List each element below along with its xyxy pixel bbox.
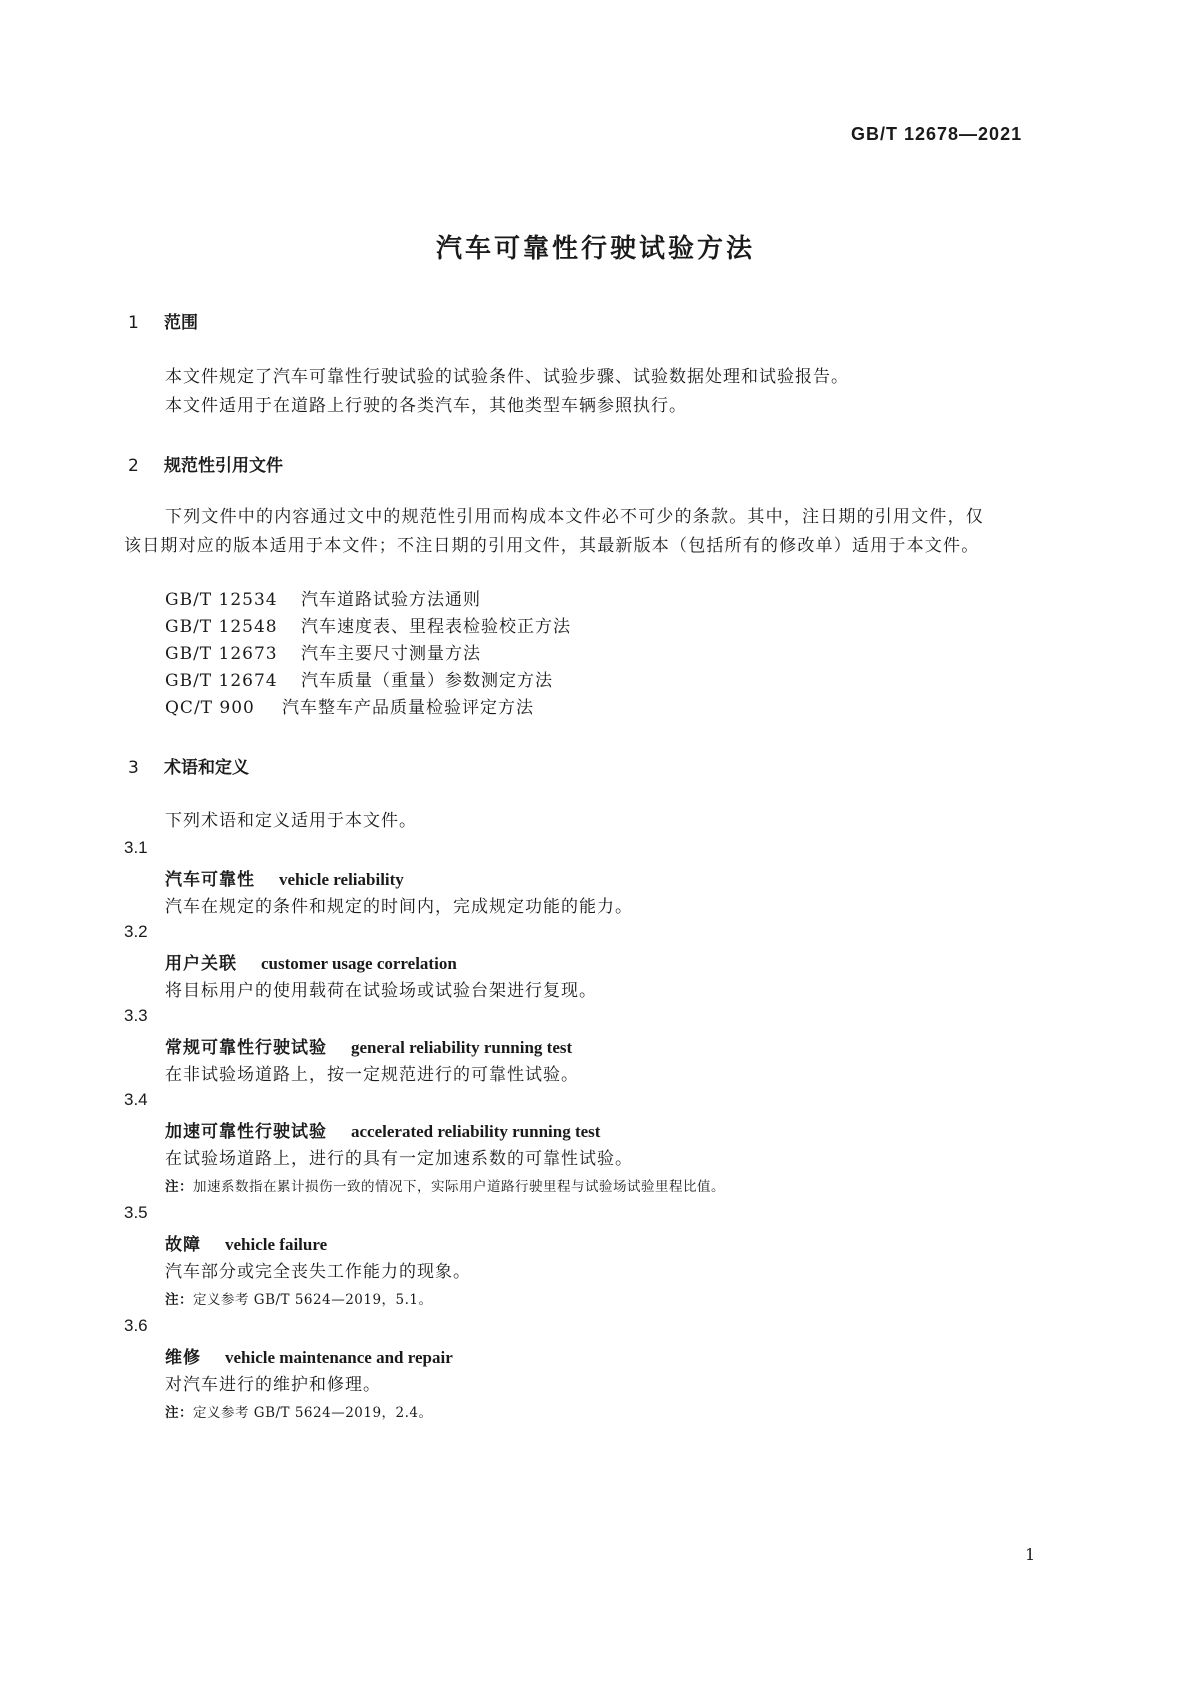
reference-code: GB/T 12673 — [165, 644, 278, 664]
section-title: 术语和定义 — [164, 758, 249, 778]
term-heading — [165, 1117, 600, 1142]
standard-code: GB/T 12678—2021 — [851, 124, 1023, 144]
term-zh: 维修 — [165, 1348, 201, 1368]
page-number: 1 — [1025, 1545, 1036, 1564]
term-en: vehicle failure — [225, 1235, 328, 1254]
section-3-heading — [128, 753, 249, 778]
term-definition: 汽车在规定的条件和规定的时间内，完成规定功能的能力。 — [165, 897, 633, 917]
term-heading — [165, 949, 457, 974]
note-label: 注： — [165, 1179, 193, 1195]
section-number: 1 — [128, 313, 139, 333]
reference-item — [165, 613, 571, 642]
note-text: 定义参考 GB/T 5624—2019，5.1。 — [193, 1292, 433, 1308]
reference-title: 汽车速度表、里程表检验校正方法 — [301, 617, 571, 637]
term-note — [165, 1288, 433, 1308]
term-number: 3.5 — [124, 1203, 148, 1222]
reference-title: 汽车整车产品质量检验评定方法 — [282, 698, 534, 718]
reference-item — [165, 694, 534, 723]
term-number: 3.1 — [124, 838, 148, 857]
reference-item — [165, 667, 553, 696]
section-title: 范围 — [164, 313, 198, 333]
term-zh: 故障 — [165, 1235, 201, 1255]
term-number: 3.3 — [124, 1006, 148, 1025]
reference-item — [165, 640, 481, 669]
term-number: 3.4 — [124, 1090, 148, 1109]
section-1-paragraph-1: 本文件规定了汽车可靠性行驶试验的试验条件、试验步骤、试验数据处理和试验报告。 — [165, 367, 849, 387]
reference-item — [165, 586, 481, 615]
term-zh: 汽车可靠性 — [165, 870, 255, 890]
term-en: customer usage correlation — [261, 954, 457, 973]
section-2-intro: 下列文件中的内容通过文中的规范性引用而构成本文件必不可少的条款。其中，注日期的引用文件，仅该日期对应的版本适用于本文件；不注日期的引用文件，其最新版本（包括所有的修改单）适用于本文件。 — [124, 507, 984, 556]
term-zh: 加速可靠性行驶试验 — [165, 1122, 327, 1142]
reference-code: GB/T 12534 — [165, 590, 278, 610]
section-number: 3 — [128, 758, 139, 778]
section-2-heading — [128, 451, 283, 476]
term-en: vehicle maintenance and repair — [225, 1348, 453, 1367]
reference-title: 汽车主要尺寸测量方法 — [301, 644, 481, 664]
term-heading — [165, 1033, 572, 1058]
section-number: 2 — [128, 456, 139, 476]
term-zh: 常规可靠性行驶试验 — [165, 1038, 327, 1058]
note-label: 注： — [165, 1292, 193, 1308]
term-heading — [165, 1230, 327, 1255]
reference-code: GB/T 12674 — [165, 671, 278, 691]
document-title: 汽车可靠性行驶试验方法 — [435, 234, 755, 264]
term-number: 3.2 — [124, 922, 148, 941]
term-definition: 将目标用户的使用载荷在试验场或试验台架进行复现。 — [165, 981, 597, 1001]
term-definition: 在非试验场道路上，按一定规范进行的可靠性试验。 — [165, 1065, 579, 1085]
term-definition: 对汽车进行的维护和修理。 — [165, 1375, 381, 1395]
reference-title: 汽车道路试验方法通则 — [301, 590, 481, 610]
note-text: 加速系数指在累计损伤一致的情况下，实际用户道路行驶里程与试验场试验里程比值。 — [193, 1179, 725, 1195]
term-en: accelerated reliability running test — [351, 1122, 601, 1141]
note-text: 定义参考 GB/T 5624—2019，2.4。 — [193, 1405, 433, 1421]
section-title: 规范性引用文件 — [164, 456, 283, 476]
note-label: 注： — [165, 1405, 193, 1421]
term-note — [165, 1401, 433, 1421]
section-1-paragraph-2: 本文件适用于在道路上行驶的各类汽车，其他类型车辆参照执行。 — [165, 396, 687, 416]
term-en: general reliability running test — [351, 1038, 573, 1057]
term-definition: 在试验场道路上，进行的具有一定加速系数的可靠性试验。 — [165, 1149, 633, 1169]
term-number: 3.6 — [124, 1316, 148, 1335]
term-zh: 用户关联 — [165, 954, 237, 974]
term-en: vehicle reliability — [279, 870, 404, 889]
term-definition: 汽车部分或完全丧失工作能力的现象。 — [165, 1262, 471, 1282]
reference-title: 汽车质量（重量）参数测定方法 — [301, 671, 553, 691]
term-note — [165, 1175, 725, 1195]
reference-code: GB/T 12548 — [165, 617, 278, 637]
section-3-intro: 下列术语和定义适用于本文件。 — [165, 811, 417, 831]
reference-code: QC/T 900 — [165, 698, 255, 718]
section-1-heading — [128, 308, 198, 333]
term-heading — [165, 865, 404, 890]
term-heading — [165, 1343, 453, 1368]
